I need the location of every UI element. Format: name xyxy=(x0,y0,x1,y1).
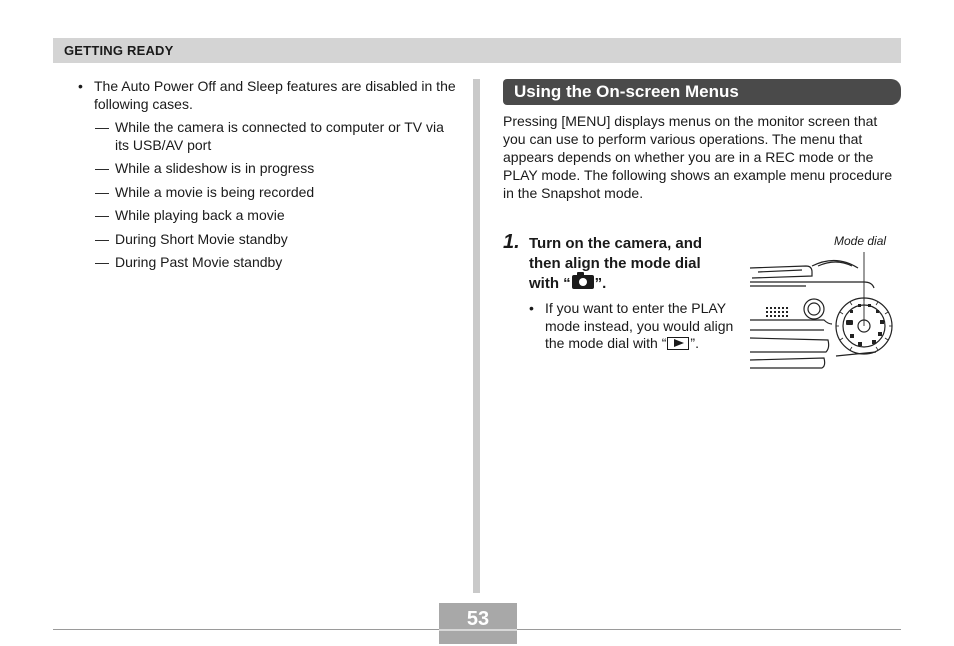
camera-icon xyxy=(572,275,594,289)
note-text-before: If you want to enter the PLAY mode instead, you would align the mode dial with “ xyxy=(545,300,734,351)
list-item-text: While playing back a movie xyxy=(115,207,285,223)
step-number: 1. xyxy=(503,231,520,253)
play-mode-note xyxy=(529,300,735,353)
dash-marker: — xyxy=(95,207,109,223)
play-icon xyxy=(667,337,689,350)
note-text-after: ”. xyxy=(690,335,699,351)
page-number: 53 xyxy=(466,608,490,630)
column-divider xyxy=(473,79,480,593)
list-item xyxy=(78,207,458,225)
step-text-before: Turn on the camera, and then align the mode dial with “ xyxy=(529,235,703,292)
list-item-text: During Past Movie standby xyxy=(115,254,283,270)
list-item xyxy=(78,254,458,272)
list-item-text: While a slideshow is in progress xyxy=(115,160,315,176)
dash-marker: — xyxy=(95,160,109,176)
section-header-bar xyxy=(53,38,901,63)
list-item-text: During Short Movie standby xyxy=(115,230,288,247)
left-column xyxy=(78,78,458,272)
list-item xyxy=(78,119,458,154)
bullet-marker: • xyxy=(529,300,534,316)
list-item xyxy=(78,231,458,249)
page-number-box xyxy=(439,603,517,644)
dash-marker: — xyxy=(95,119,109,135)
section-heading-text: Using the On-screen Menus xyxy=(514,82,739,101)
list-item xyxy=(78,160,458,178)
intro-paragraph: Pressing [MENU] displays menus on the monitor screen that you can use to perform various operations. The menu that appears depends on whether you are in a REC mode or the PLAY mode. The following shows an example menu procedure in the Snapshot mode. xyxy=(503,113,893,201)
step-instruction xyxy=(529,234,729,294)
section-header-title: GETTING READY xyxy=(64,43,174,58)
mode-dial-label: Mode dial xyxy=(834,234,887,248)
list-item xyxy=(78,184,458,202)
section-heading xyxy=(503,79,901,105)
list-item-text: While a movie is being recorded xyxy=(115,183,315,200)
step-text-after: ”. xyxy=(594,275,607,292)
dash-marker: — xyxy=(95,183,109,200)
camera-mode-dial-illustration xyxy=(746,252,898,370)
dash-marker: — xyxy=(95,230,109,247)
dash-marker: — xyxy=(95,254,109,270)
bullet-marker: • xyxy=(78,78,83,94)
disabled-cases-bullet xyxy=(78,78,458,113)
list-item-text: While the camera is connected to computer or TV via its USB/AV port xyxy=(115,119,444,153)
bullet-text: The Auto Power Off and Sleep features are disabled in the following cases. xyxy=(94,78,456,112)
